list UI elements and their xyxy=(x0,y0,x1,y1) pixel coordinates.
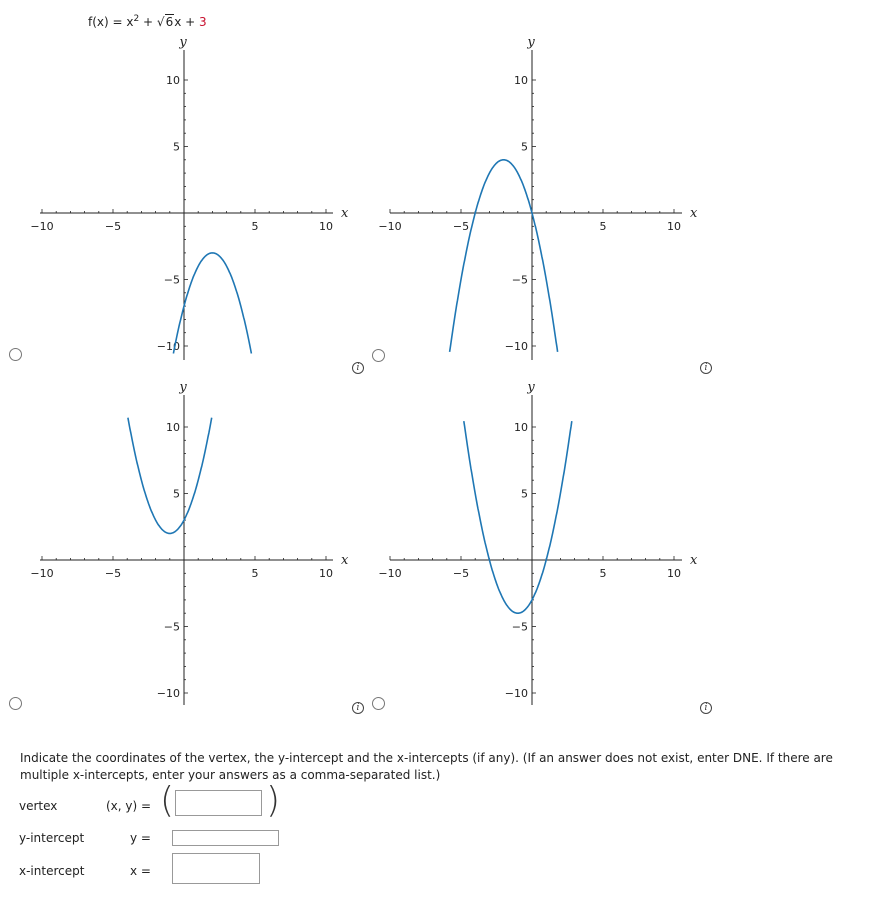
x-tick-label: 10 xyxy=(319,567,333,580)
option-a-radio[interactable] xyxy=(9,348,22,361)
x-axis-label: x xyxy=(690,553,698,568)
right-paren-icon: ) xyxy=(266,780,281,821)
parabola-curve-d xyxy=(464,421,572,613)
y-tick-label: 5 xyxy=(521,140,528,154)
x-tick-label: −5 xyxy=(104,220,122,233)
y-tick-label: −10 xyxy=(504,340,528,353)
y-tick-label: −5 xyxy=(163,273,180,287)
formula-tail: x + xyxy=(174,15,199,29)
x-intercept-input[interactable] xyxy=(172,853,260,884)
x-tick-label: −10 xyxy=(30,220,54,233)
y-intercept-equals-label: y = xyxy=(130,831,151,845)
option-b-radio[interactable] xyxy=(372,349,385,362)
y-axis-label: y xyxy=(179,380,187,395)
x-tick-label: 5 xyxy=(251,567,259,580)
x-tick-label: 10 xyxy=(667,567,681,580)
sqrt-argument: 6 xyxy=(165,15,174,29)
x-tick-label: 10 xyxy=(667,220,681,233)
info-icon[interactable]: i xyxy=(700,702,712,714)
x-tick-label: −5 xyxy=(452,567,470,580)
x-axis-label: x xyxy=(341,206,349,221)
info-icon[interactable]: i xyxy=(352,702,364,714)
y-tick-label: 10 xyxy=(166,74,180,87)
y-tick-label: −10 xyxy=(156,340,180,353)
y-tick-label: 5 xyxy=(173,487,180,501)
info-icon[interactable]: i xyxy=(352,362,364,374)
y-tick-label: −10 xyxy=(156,687,180,700)
parabola-curve-b xyxy=(450,160,558,352)
x-intercept-equals-label: x = xyxy=(130,864,151,878)
x-tick-label: −5 xyxy=(452,220,470,233)
x-tick-label: 5 xyxy=(599,567,607,580)
x-tick-label: −5 xyxy=(104,567,122,580)
formula-exponent: 2 xyxy=(133,14,140,24)
x-tick-label: 10 xyxy=(319,220,333,233)
y-intercept-input[interactable] xyxy=(172,830,279,846)
y-tick-label: −10 xyxy=(504,687,528,700)
question-text: Indicate the coordinates of the vertex, the y-intercept and the x-intercepts (if any). (If an answer does not exist, enter DNE. If there are multiple x-intercepts, enter your answers as a comma-separated list.) xyxy=(20,751,833,782)
x-intercept-label: x-intercept xyxy=(19,864,85,878)
option-d-radio[interactable] xyxy=(372,697,385,710)
y-tick-label: −5 xyxy=(511,620,528,634)
y-tick-label: 5 xyxy=(173,140,180,154)
option-c-radio[interactable] xyxy=(9,697,22,710)
x-tick-label: 5 xyxy=(251,220,259,233)
y-tick-label: 10 xyxy=(514,421,528,434)
y-axis-label: y xyxy=(527,380,535,395)
y-tick-label: −5 xyxy=(511,273,528,287)
x-tick-label: −10 xyxy=(30,567,54,580)
formula-constant: 3 xyxy=(199,15,207,29)
x-tick-label: 5 xyxy=(599,220,607,233)
vertex-label: vertex xyxy=(19,799,58,813)
vertex-input[interactable] xyxy=(175,790,262,816)
parabola-curve-c xyxy=(128,418,212,534)
formula-middle: + xyxy=(139,15,157,29)
y-axis-label: y xyxy=(527,35,535,50)
y-axis-label: y xyxy=(179,35,187,50)
x-axis-label: x xyxy=(341,553,349,568)
info-icon[interactable]: i xyxy=(700,362,712,374)
y-intercept-label: y-intercept xyxy=(19,831,85,845)
y-tick-label: 5 xyxy=(521,487,528,501)
vertex-equals-label: (x, y) = xyxy=(106,799,152,813)
x-tick-label: −10 xyxy=(378,567,402,580)
formula-prefix: f(x) = x xyxy=(88,15,134,29)
x-tick-label: −10 xyxy=(378,220,402,233)
y-tick-label: −5 xyxy=(163,620,180,634)
y-tick-label: 10 xyxy=(514,74,528,87)
parabola-curve-a xyxy=(173,253,251,354)
sqrt-icon: √ xyxy=(156,15,165,29)
left-paren-icon: ( xyxy=(160,780,175,821)
x-axis-label: x xyxy=(690,206,698,221)
y-tick-label: 10 xyxy=(166,421,180,434)
